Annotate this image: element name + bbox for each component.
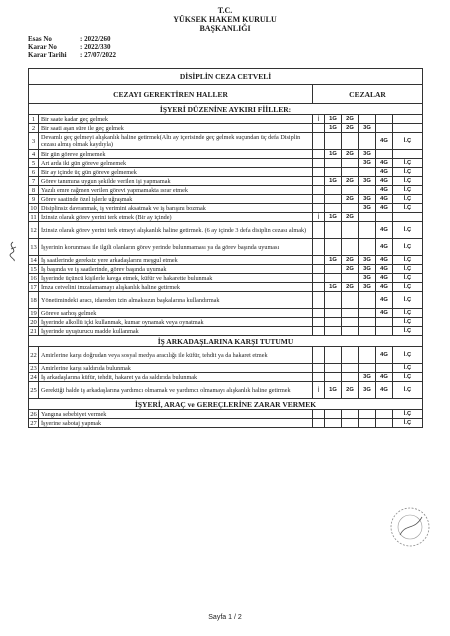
penalty-cell: 4G [376, 265, 393, 274]
penalty-cell: İ [313, 213, 325, 222]
penalty-cell [342, 364, 359, 373]
penalty-cell [313, 265, 325, 274]
table-row [29, 213, 423, 222]
row-number: 25 [29, 382, 39, 399]
penalty-cell: 3G [359, 382, 376, 399]
penalty-cell [313, 195, 325, 204]
meta-label: Karar Tarihi [28, 51, 67, 59]
penalty-cell [393, 150, 423, 159]
row-number: 14 [30, 256, 37, 264]
penalty-cell [359, 222, 376, 239]
table-row [29, 373, 423, 382]
meta-value: : 2022/330 [80, 43, 111, 51]
penalty-cell [393, 115, 423, 124]
table-row [29, 222, 423, 239]
offense-description: İşyerinde üçüncü kişilerle kavga etmek, küfür ve hakarette bulunmak [39, 274, 313, 283]
penalty-cell: 4G [376, 222, 393, 239]
offense-description: İşyerinde alkollü içki kullanmak, kumar oynamak veya oynatmak [39, 318, 313, 327]
penalty-cell [359, 318, 376, 327]
penalty-cell [359, 213, 376, 222]
penalty-cell [359, 347, 376, 364]
offense-description: İş arkadaşlarına küfür, tehdit, hakaret ya da saldırıda bulunmak [39, 373, 313, 382]
penalty-cell [313, 274, 325, 283]
offense-description: Yönetimindeki aracı, idareden izin almaksızın başkalarına kullandırmak [39, 292, 313, 309]
penalty-cell [313, 222, 325, 239]
penalty-cell [359, 186, 376, 195]
meta-label: Esas No [28, 35, 52, 43]
penalty-cell: 4G [376, 292, 393, 309]
penalty-cell: 3G [359, 265, 376, 274]
section-title: İŞ ARKADAŞLARINA KARŞI TUTUMU [29, 336, 423, 347]
penalty-cell [313, 373, 325, 382]
penalty-cell [313, 159, 325, 168]
penalty-cell [325, 168, 342, 177]
penalty-cell: 4G [376, 274, 393, 283]
penalty-cell: İ.Ç [393, 177, 423, 186]
penalty-cell: 4G [376, 256, 393, 265]
penalty-cell [325, 195, 342, 204]
penalty-cell: 1G [325, 124, 342, 133]
table-row [29, 133, 423, 150]
penalty-cell: 2G [342, 124, 359, 133]
penalty-cell: İ.Ç [393, 309, 423, 318]
section-header-row [29, 399, 423, 410]
penalty-cell [359, 327, 376, 336]
penalty-cell [342, 419, 359, 428]
penalty-cell [342, 309, 359, 318]
offense-description: Disiplinsiz davranmak, iş verimini aksatmak ve iş barışını bozmak [39, 204, 313, 213]
row-number: 11 [30, 213, 37, 221]
meta-tarih [28, 51, 116, 59]
penalty-cell: 4G [376, 195, 393, 204]
penalty-cell [393, 213, 423, 222]
offense-description: İş saatlerinde gereksiz yere arkadaşlarını meşgul etmek [39, 256, 313, 265]
penalty-cell: 1G [325, 115, 342, 124]
penalty-cell [342, 327, 359, 336]
penalty-cell [325, 239, 342, 256]
penalty-cell [325, 159, 342, 168]
penalty-cell [342, 204, 359, 213]
row-number: 5 [29, 159, 39, 168]
penalty-cell: İ.Ç [393, 327, 423, 336]
penalty-cell: 4G [376, 347, 393, 364]
penalty-cell: 3G [359, 177, 376, 186]
section-title: İŞYERİ DÜZENİNE AYKIRI FİİLLER: [29, 104, 423, 115]
offense-description: Bir saati aşan süre ile geç gelmek [39, 124, 313, 133]
penalty-cell [325, 186, 342, 195]
penalty-cell: 3G [359, 150, 376, 159]
penalty-cell: 3G [359, 283, 376, 292]
offense-description: İzinsiz olarak görev yerini terk etmek (Bir ay içinde) [39, 213, 313, 222]
page-number: Sayfa 1 / 2 [208, 614, 242, 621]
penalty-cell: 3G [359, 204, 376, 213]
penalty-cell [325, 204, 342, 213]
table-row [29, 347, 423, 364]
penalty-cell [313, 168, 325, 177]
penalty-cell: 1G [325, 150, 342, 159]
penalty-cell: 2G [342, 283, 359, 292]
penalty-cell [313, 177, 325, 186]
penalty-cell [359, 364, 376, 373]
penalty-cell [342, 239, 359, 256]
penalty-cell: İ.Ç [393, 265, 423, 274]
penalty-cell: İ.Ç [393, 195, 423, 204]
table-row [29, 177, 423, 186]
column-header-cases: CEZAYI GEREKTİREN HALLER [29, 85, 313, 104]
table-row [29, 124, 423, 133]
penalty-cell: 2G [342, 382, 359, 399]
row-number: 4 [29, 150, 39, 159]
header-kurul: YÜKSEK HAKEM KURULU [173, 15, 277, 24]
penalty-cell: İ.Ç [393, 204, 423, 213]
row-number: 9 [29, 195, 39, 204]
penalty-cell [342, 292, 359, 309]
penalty-cell: İ.Ç [393, 373, 423, 382]
meta-value: : 27/07/2022 [80, 51, 116, 59]
penalty-cell [359, 133, 376, 150]
penalty-cell [342, 274, 359, 283]
column-header-penalties: CEZALAR [313, 85, 423, 104]
offense-description: Görev saatinde özel işlerle uğraşmak [39, 195, 313, 204]
table-row [29, 318, 423, 327]
table-row [29, 364, 423, 373]
penalty-cell [342, 410, 359, 419]
penalty-cell: 2G [342, 256, 359, 265]
penalty-cell: 4G [376, 283, 393, 292]
penalty-cell [359, 239, 376, 256]
penalty-cell [325, 318, 342, 327]
penalty-cell: 1G [325, 256, 342, 265]
penalty-cell: 4G [376, 239, 393, 256]
penalty-cell [325, 373, 342, 382]
row-number: 27 [30, 419, 37, 427]
row-number: 20 [30, 318, 37, 326]
row-number: 13 [29, 239, 39, 256]
penalty-cell [342, 318, 359, 327]
row-number: 3 [29, 133, 39, 150]
penalty-cell: İ.Ç [393, 364, 423, 373]
offense-description: Bir gün göreve gelmemek [39, 150, 313, 159]
table-row [29, 204, 423, 213]
penalty-cell [342, 159, 359, 168]
penalty-cell [376, 213, 393, 222]
offense-description: Devamlı geç gelmeyi alışkanlık haline getirmek(Altı ay içerisinde geç gelmek suçundan üç defa Disiplin cezası almış olmak kaydıyla) [39, 133, 313, 150]
penalty-cell [325, 347, 342, 364]
penalty-cell: 4G [376, 177, 393, 186]
penalty-cell [342, 168, 359, 177]
penalty-cell: 4G [376, 309, 393, 318]
offense-description: Gerektiği halde iş arkadaşlarına yardımcı olmamak ve yardımcı olmamayı alışkanlık haline getirmek [39, 382, 313, 399]
table-row [29, 239, 423, 256]
offense-description: Yazılı emre rağmen verilen görevi yapmamakta ısrar etmek [39, 186, 313, 195]
penalty-cell [393, 124, 423, 133]
penalty-cell [313, 292, 325, 309]
table-row [29, 168, 423, 177]
table-row [29, 382, 423, 399]
row-number: 7 [29, 177, 39, 186]
penalty-cell: İ.Ç [393, 283, 423, 292]
penalty-cell: 4G [376, 159, 393, 168]
table-row [29, 283, 423, 292]
penalty-cell [313, 410, 325, 419]
row-number: 17 [30, 283, 37, 291]
penalty-cell [325, 265, 342, 274]
penalty-cell: 2G [342, 213, 359, 222]
official-stamp [388, 505, 432, 549]
offense-description: İş başında ve iş saatlerinde, görev başında uyumak [39, 265, 313, 274]
penalty-cell [313, 327, 325, 336]
penalty-cell [376, 318, 393, 327]
penalty-cell: 1G [325, 283, 342, 292]
row-number: 18 [29, 292, 39, 309]
penalty-cell: 4G [376, 373, 393, 382]
header-tc: T.C. [217, 6, 233, 15]
penalty-cell [342, 186, 359, 195]
penalty-cell [342, 222, 359, 239]
meta-value: : 2022/260 [80, 35, 111, 43]
header-baskanlik: BAŞKANLIĞI [199, 24, 251, 33]
table-row [29, 265, 423, 274]
penalty-cell [325, 274, 342, 283]
table-row [29, 115, 423, 124]
penalty-cell [376, 115, 393, 124]
penalty-cell: 1G [325, 213, 342, 222]
penalty-cell [376, 364, 393, 373]
penalty-cell [325, 327, 342, 336]
row-number: 26 [30, 410, 37, 418]
row-number: 1 [29, 115, 39, 124]
penalty-cell: 3G [359, 373, 376, 382]
penalty-cell: 1G [325, 177, 342, 186]
penalty-cell: İ.Ç [393, 159, 423, 168]
penalty-cell [376, 124, 393, 133]
table-title: DİSİPLİN CEZA CETVELİ [29, 69, 423, 85]
penalty-table [28, 68, 423, 428]
penalty-cell: İ.Ç [393, 292, 423, 309]
penalty-cell [325, 364, 342, 373]
table-row [29, 309, 423, 318]
table-row [29, 292, 423, 309]
penalty-cell [325, 419, 342, 428]
penalty-cell: İ.Ç [393, 419, 423, 428]
penalty-cell [342, 133, 359, 150]
row-number: 15 [30, 265, 37, 273]
penalty-cell [313, 347, 325, 364]
penalty-cell [313, 186, 325, 195]
penalty-cell [313, 283, 325, 292]
table-row [29, 159, 423, 168]
penalty-cell: 3G [359, 274, 376, 283]
penalty-cell: 2G [342, 177, 359, 186]
penalty-cell [376, 150, 393, 159]
penalty-cell: İ.Ç [393, 318, 423, 327]
table-row [29, 419, 423, 428]
penalty-cell [359, 115, 376, 124]
meta-label: Karar No [28, 43, 57, 51]
penalty-cell [313, 364, 325, 373]
penalty-cell: 4G [376, 204, 393, 213]
row-number: 21 [30, 327, 37, 335]
row-number: 12 [29, 222, 39, 239]
section-header-row [29, 336, 423, 347]
penalty-cell [359, 410, 376, 419]
section-title: İŞYERİ, ARAÇ ve GEREÇLERİNE ZARAR VERMEK [29, 399, 423, 410]
section-header-row [29, 104, 423, 115]
table-row [29, 410, 423, 419]
offense-description: Amirlerine karşı saldırıda bulunmak [39, 364, 313, 373]
penalty-cell [359, 292, 376, 309]
penalty-cell: 1G [325, 382, 342, 399]
penalty-cell [359, 309, 376, 318]
penalty-cell: 3G [359, 195, 376, 204]
penalty-cell [325, 133, 342, 150]
row-number: 22 [29, 347, 39, 364]
signature-mark [4, 240, 22, 262]
penalty-cell: 4G [376, 133, 393, 150]
penalty-cell: İ.Ç [393, 186, 423, 195]
penalty-cell: İ.Ç [393, 168, 423, 177]
penalty-cell: 4G [376, 382, 393, 399]
row-number: 2 [29, 124, 39, 133]
penalty-cell: İ.Ç [393, 410, 423, 419]
penalty-cell [342, 347, 359, 364]
offense-description: Amirlerine karşı doğrudan veya sosyal medya aracılığı ile küfür, tehdit ya da hakaret etmek [39, 347, 313, 364]
offense-description: Görev tanımına uygun şekilde verilen işi yapmamak [39, 177, 313, 186]
penalty-cell [359, 168, 376, 177]
penalty-cell [325, 410, 342, 419]
meta-esas [28, 35, 111, 43]
meta-karar [28, 43, 111, 51]
penalty-cell [313, 133, 325, 150]
row-number: 16 [30, 274, 37, 282]
penalty-cell: İ.Ç [393, 239, 423, 256]
penalty-cell [313, 204, 325, 213]
penalty-cell: İ [313, 115, 325, 124]
table-row [29, 195, 423, 204]
offense-description: Art arda iki gün göreve gelmemek [39, 159, 313, 168]
row-number: 24 [30, 373, 37, 381]
offense-description: İzinsiz olarak görev yerini terk etmeyi alışkanlık haline getirmek. (6 ay içinde 3 defa disiplin cezası almak) [39, 222, 313, 239]
row-number: 8 [29, 186, 39, 195]
penalty-cell [313, 124, 325, 133]
penalty-cell: 3G [359, 256, 376, 265]
penalty-cell [342, 373, 359, 382]
penalty-cell: İ.Ç [393, 256, 423, 265]
penalty-cell: 3G [359, 159, 376, 168]
penalty-cell [313, 256, 325, 265]
table-row [29, 150, 423, 159]
row-number: 23 [30, 364, 37, 372]
penalty-cell [325, 309, 342, 318]
penalty-cell [313, 419, 325, 428]
table-row [29, 186, 423, 195]
penalty-cell [313, 318, 325, 327]
penalty-cell [325, 222, 342, 239]
penalty-cell: İ.Ç [393, 133, 423, 150]
table-row [29, 274, 423, 283]
penalty-cell: İ.Ç [393, 222, 423, 239]
row-number: 10 [30, 204, 37, 212]
penalty-cell [313, 309, 325, 318]
penalty-cell: 4G [376, 186, 393, 195]
penalty-cell [359, 419, 376, 428]
penalty-cell [325, 292, 342, 309]
penalty-cell: İ.Ç [393, 274, 423, 283]
penalty-cell [376, 419, 393, 428]
penalty-cell: İ [313, 382, 325, 399]
offense-description: Göreve sarhoş gelmek [39, 309, 313, 318]
penalty-cell: 4G [376, 168, 393, 177]
penalty-cell [376, 410, 393, 419]
offense-description: Bir ay içinde üç gün göreve gelmemek [39, 168, 313, 177]
row-number: 6 [29, 168, 39, 177]
penalty-cell: İ.Ç [393, 347, 423, 364]
penalty-cell: 2G [342, 195, 359, 204]
row-number: 19 [30, 309, 37, 317]
penalty-cell: İ.Ç [393, 382, 423, 399]
table-row [29, 327, 423, 336]
offense-description: Yangına sebebiyet vermek [39, 410, 313, 419]
offense-description: Bir saate kadar geç gelmek [39, 115, 313, 124]
penalty-cell [376, 327, 393, 336]
penalty-cell: 2G [342, 265, 359, 274]
penalty-cell [313, 150, 325, 159]
offense-description: İmza cetvelini imzalamamayı alışkanlık haline getirmek [39, 283, 313, 292]
offense-description: İşyerinde uyuşturucu madde kullanmak [39, 327, 313, 336]
offense-description: İşyerinin korunması ile ilgili olanların görev yerinde bulunmaması ya da görev başında uyuması [39, 239, 313, 256]
offense-description: İşyerine sabotaj yapmak [39, 419, 313, 428]
penalty-cell [313, 239, 325, 256]
penalty-cell: 3G [359, 124, 376, 133]
table-row [29, 256, 423, 265]
penalty-cell: 2G [342, 150, 359, 159]
penalty-cell: 2G [342, 115, 359, 124]
